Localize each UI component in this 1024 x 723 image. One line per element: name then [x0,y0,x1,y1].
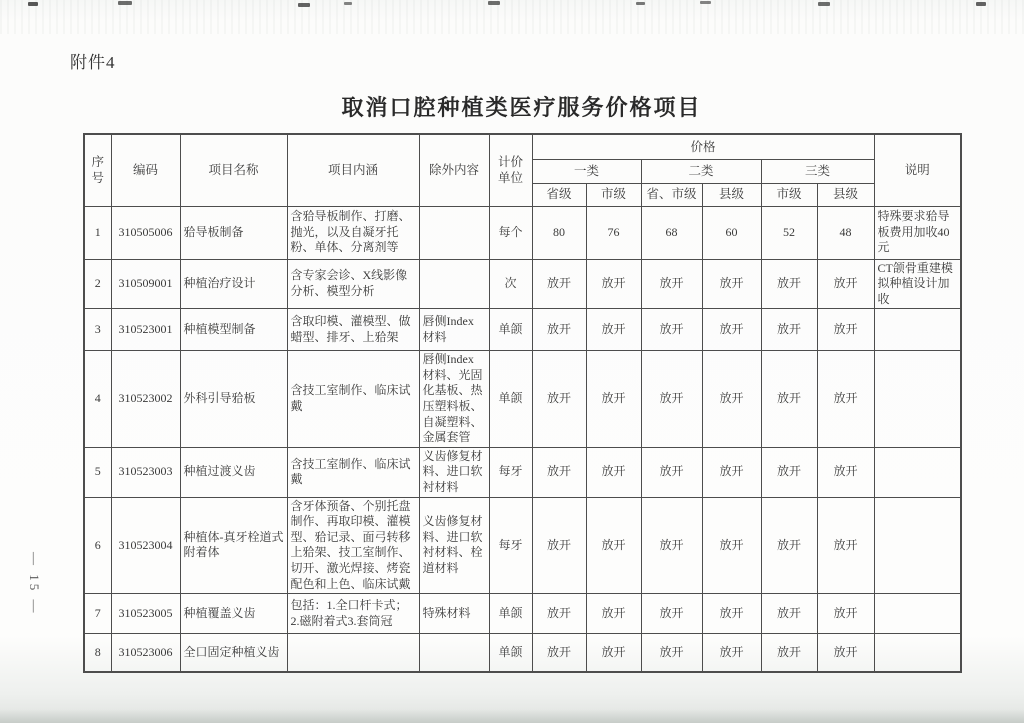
cell-exclusions [419,634,489,672]
cell-seq: 3 [84,309,111,351]
cell-price-class3-city: 放开 [761,351,817,448]
cell-seq: 6 [84,497,111,594]
cell-content: 含取印模、灌模型、做蜡型、排牙、上𬌗架 [287,309,419,351]
cell-price-class3-city: 放开 [761,634,817,672]
cell-price-class1-city: 放开 [586,497,641,594]
header-unit: 计价单位 [489,134,532,206]
cell-price-class1-city: 放开 [586,447,641,497]
scan-artifact [344,2,352,5]
cell-price-class3-county: 放开 [817,309,874,351]
header-class1-city: 市级 [586,183,641,206]
cell-note [874,594,961,634]
cell-name: 外科引导𬌗板 [180,351,287,448]
cell-name: 种植模型制备 [180,309,287,351]
cell-price-class2-provincial-city: 放开 [641,351,702,448]
cell-note: CT颌骨重建模拟种植设计加收 [874,259,961,309]
table-row [84,497,961,594]
cell-price-class2-county: 放开 [702,594,761,634]
header-class3: 三类 [761,159,874,183]
scan-artifact [298,3,310,7]
cell-note [874,309,961,351]
cell-price-class2-provincial-city: 放开 [641,259,702,309]
header-class3-county: 县级 [817,183,874,206]
cell-code: 310523003 [111,447,180,497]
scan-artifact [976,2,986,6]
scan-artifact [818,2,830,6]
page-title: 取消口腔种植类医疗服务价格项目 [341,95,702,120]
cell-price-class1-provincial: 80 [532,206,586,259]
cell-exclusions [419,259,489,309]
scan-artifact [28,2,38,6]
cell-price-class1-city: 放开 [586,351,641,448]
cell-price-class1-provincial: 放开 [532,259,586,309]
cell-exclusions: 特殊材料 [419,594,489,634]
cell-content: 包括：1.全口杆卡式；2.磁附着式3.套筒冠 [287,594,419,634]
cell-unit: 单颌 [489,594,532,634]
header-class1: 一类 [532,159,641,183]
cell-unit: 单颌 [489,309,532,351]
cell-price-class2-provincial-city: 放开 [641,594,702,634]
cell-unit: 单颌 [489,634,532,672]
cell-unit: 每牙 [489,497,532,594]
cell-price-class3-county: 放开 [817,351,874,448]
cell-price-class2-county: 放开 [702,309,761,351]
cell-note: 特殊要求𬌗导板费用加收40元 [874,206,961,259]
cell-price-class3-city: 放开 [761,594,817,634]
cell-price-class1-provincial: 放开 [532,497,586,594]
cell-exclusions: 义齿修复材料、进口软衬材料 [419,447,489,497]
table-row [84,447,961,497]
cell-price-class3-county: 放开 [817,447,874,497]
cell-name: 种植治疗设计 [180,259,287,309]
cell-price-class1-city: 放开 [586,309,641,351]
cell-note [874,634,961,672]
cell-price-class2-provincial-city: 放开 [641,634,702,672]
header-seq: 序号 [84,134,111,206]
header-code: 编码 [111,134,180,206]
cell-price-class2-provincial-city: 68 [641,206,702,259]
cell-content: 含专家会诊、X线影像分析、模型分析 [287,259,419,309]
header-class2-county: 县级 [702,183,761,206]
cell-price-class1-provincial: 放开 [532,634,586,672]
cell-name: 种植覆盖义齿 [180,594,287,634]
price-table [83,133,962,673]
cell-price-class1-city: 放开 [586,259,641,309]
cell-price-class3-city: 52 [761,206,817,259]
scan-streaks [0,0,1024,34]
cell-price-class2-county: 放开 [702,259,761,309]
cell-content: 含技工室制作、临床试戴 [287,447,419,497]
cell-price-class2-county: 放开 [702,447,761,497]
header-name: 项目名称 [180,134,287,206]
cell-name: 全口固定种植义齿 [180,634,287,672]
attachment-label: 附件4 [70,53,116,72]
cell-name: 种植过渡义齿 [180,447,287,497]
table-row [84,309,961,351]
cell-unit: 每个 [489,206,532,259]
cell-unit: 单颌 [489,351,532,448]
cell-price-class1-provincial: 放开 [532,309,586,351]
cell-code: 310523006 [111,634,180,672]
cell-price-class2-provincial-city: 放开 [641,309,702,351]
cell-seq: 8 [84,634,111,672]
cell-code: 310523002 [111,351,180,448]
cell-price-class3-city: 放开 [761,447,817,497]
table-row [84,634,961,672]
cell-price-class2-county: 放开 [702,351,761,448]
table-row [84,206,961,259]
cell-code: 310509001 [111,259,180,309]
cell-code: 310523004 [111,497,180,594]
scan-artifact [488,1,500,5]
cell-code: 310523001 [111,309,180,351]
cell-exclusions: 义齿修复材料、进口软衬材料、栓道材料 [419,497,489,594]
cell-price-class2-provincial-city: 放开 [641,447,702,497]
cell-code: 310523005 [111,594,180,634]
header-note: 说明 [874,134,961,206]
cell-price-class2-county: 放开 [702,497,761,594]
cell-price-class3-county: 放开 [817,634,874,672]
header-class1-provincial: 省级 [532,183,586,206]
cell-exclusions: 唇侧Index材料 [419,309,489,351]
page-number: — 15 — [27,552,42,616]
header-content: 项目内涵 [287,134,419,206]
scan-artifact [636,2,645,5]
cell-price-class1-provincial: 放开 [532,351,586,448]
cell-seq: 1 [84,206,111,259]
cell-price-class3-city: 放开 [761,259,817,309]
cell-unit: 次 [489,259,532,309]
cell-price-class3-county: 放开 [817,594,874,634]
cell-seq: 2 [84,259,111,309]
cell-content [287,634,419,672]
cell-code: 310505006 [111,206,180,259]
table-row [84,259,961,309]
cell-price-class1-provincial: 放开 [532,447,586,497]
table-row [84,351,961,448]
cell-price-class1-city: 放开 [586,634,641,672]
cell-content: 含牙体预备、个别托盘制作、再取印模、灌模型、𬌗记录、面弓转移上𬌗架、技工室制作、切开、激光焊接、烤瓷配色和上色、临床试戴 [287,497,419,594]
cell-name: 𬌗导板制备 [180,206,287,259]
cell-seq: 7 [84,594,111,634]
table-row [84,594,961,634]
cell-price-class3-county: 放开 [817,497,874,594]
cell-note [874,497,961,594]
cell-price-class2-county: 放开 [702,634,761,672]
cell-exclusions [419,206,489,259]
cell-price-class3-county: 放开 [817,259,874,309]
cell-name: 种植体-真牙栓道式附着体 [180,497,287,594]
header-class2: 二类 [641,159,761,183]
scanner-bed-shadow [0,709,1024,723]
cell-price-class1-city: 放开 [586,594,641,634]
cell-price-class1-provincial: 放开 [532,594,586,634]
cell-price-class2-provincial-city: 放开 [641,497,702,594]
scan-artifact [118,1,132,5]
cell-price-class3-county: 48 [817,206,874,259]
cell-price-class1-city: 76 [586,206,641,259]
cell-exclusions: 唇侧Index材料、光固化基板、热压塑料板、自凝塑料、金属套管 [419,351,489,448]
cell-seq: 4 [84,351,111,448]
cell-unit: 每牙 [489,447,532,497]
cell-price-class3-city: 放开 [761,309,817,351]
table-body [84,206,961,672]
header-exclusions: 除外内容 [419,134,489,206]
cell-price-class3-city: 放开 [761,497,817,594]
cell-content: 含技工室制作、临床试戴 [287,351,419,448]
header-class2-provincial-city: 省、市级 [641,183,702,206]
cell-note [874,351,961,448]
cell-seq: 5 [84,447,111,497]
cell-content: 含𬌗导板制作、打磨、抛光，以及自凝牙托粉、单体、分离剂等 [287,206,419,259]
header-price: 价格 [532,134,874,159]
header-class3-city: 市级 [761,183,817,206]
scan-artifact [700,1,711,4]
table-header [84,134,961,206]
cell-price-class2-county: 60 [702,206,761,259]
cell-note [874,447,961,497]
